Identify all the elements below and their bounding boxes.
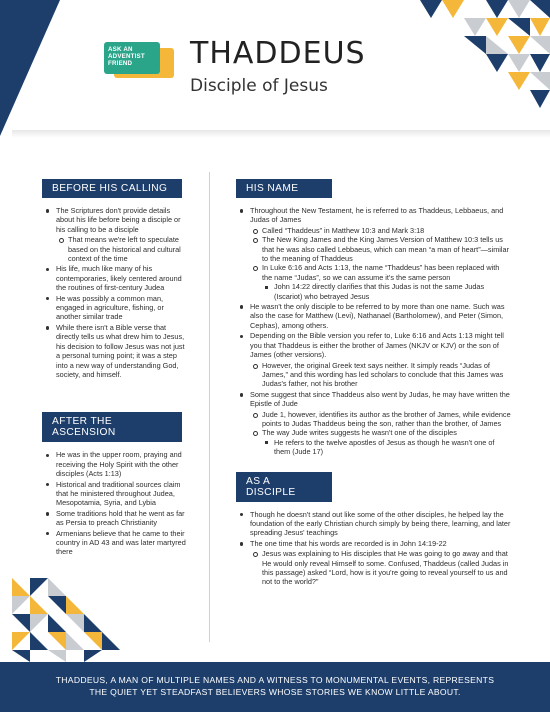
list-item: Historical and traditional sources claim that he ministered throughout Judea, Mesopotamia, Syria, and Lybia: [42, 480, 190, 508]
page-title: THADDEUS: [190, 36, 366, 71]
list-item: He was possibly a common man, engaged in agriculture, fishing, or another similar trade: [42, 294, 190, 322]
logo: [104, 42, 176, 80]
sub-list-item: [250, 428, 511, 456]
disciple-list: [236, 510, 511, 587]
sub-list-item: [250, 263, 511, 301]
left-column: [42, 178, 190, 558]
list-item: Though he doesn't stand out like some of the other disciples, he helped lay the foundation of the early Christian church simply by being there, learning, and later spreading Jesus' teachings: [236, 510, 511, 538]
header: [0, 0, 550, 136]
sub-list-item: However, the original Greek text says neither. It simply reads “Judas of James,” and this wording has led scholars to conclude that this James was Judas's father, not his brother: [250, 361, 511, 389]
list-item: Armenians believe that he came to their country in AD 43 and was later martyred there: [42, 529, 190, 557]
footer-banner: [0, 662, 550, 712]
list-item-text: The Scriptures don't provide details about his life before being a disciple or his calling to be a disciple: [56, 206, 181, 234]
list-item-text: The one time that his words are recorded is in John 14:19-22: [250, 538, 447, 548]
sub-sub-list-item: John 14:22 directly clarifies that this Judas is not the same Judas (Iscariot) who betrayed Jesus: [262, 282, 511, 301]
section-heading-disciple: AS A DISCIPLE: [236, 472, 332, 502]
list-item: [42, 206, 190, 263]
page-subtitle: Disciple of Jesus: [190, 76, 328, 96]
sub-list-item: Jude 1, however, identifies its author as the brother of James, while evidence points to Judas Thaddeus being the son, rather than the brother, of James: [250, 410, 511, 429]
right-column: [236, 178, 511, 588]
sub-list-item: Jesus was explaining to His disciples that He was going to go away and that He would only reveal Himself to some. Confused, Thaddeus (called Judas in this passage) asked “Lord, how is it you're going to reveal yourself to us and not to the world?”: [250, 549, 511, 587]
sub-list-item: The New King James and the King James Version of Matthew 10:3 tells us that he was also called Lebbaeus, which can mean “a man of heart”—similar to the meaning of Thaddeus: [250, 235, 511, 263]
list-item: [236, 331, 511, 388]
sub-sub-list-item: He refers to the twelve apostles of Jesus as though he wasn't one of them (Jude 17): [262, 438, 511, 457]
sub-list-item: That means we're left to speculate based on the historical and cultural context of the time: [56, 235, 190, 263]
list-item: While there isn't a Bible verse that directly tells us what drew him to Jesus, his decision to follow Jesus was not just a personal turning point; it was a step into a new way of understanding God, society, and himself.: [42, 323, 190, 379]
section-heading-after: AFTER THE ASCENSION: [42, 412, 182, 442]
list-item: Some traditions hold that he went as far as Persia to preach Christianity: [42, 509, 190, 528]
sub-list-item: Called “Thaddeus” in Matthew 10:3 and Mark 3:18: [250, 226, 511, 235]
footer-line-1: THADDEUS, A MAN OF MULTIPLE NAMES AND A WITNESS TO MONUMENTAL EVENTS, REPRESENTS: [55, 675, 495, 685]
list-item: [236, 539, 511, 587]
list-item: He wasn't the only disciple to be referred to by more than one name. Such was also the case for Matthew (Levi), Nathanael (Bartholomew), and Peter (Simon, Cephas), among others.: [236, 302, 511, 330]
decorative-triangles-bottom-left: [12, 578, 120, 662]
decorative-triangles-top-right: [420, 0, 550, 130]
section-heading-name: HIS NAME: [236, 179, 332, 198]
list-item-text: Some suggest that since Thaddeus also went by Judas, he may have written the Epistle of Jude: [250, 389, 510, 409]
section-heading-before: BEFORE HIS CALLING: [42, 179, 182, 198]
sub-list-item-text: In Luke 6:16 and Acts 1:13, the name “Thaddeus” has been replaced with the name “Judas”, so we can assume it's the same person: [262, 263, 500, 282]
list-item: He was in the upper room, praying and receiving the Holy Spirit with the other disciples (Acts 1:13): [42, 450, 190, 478]
before-list: [42, 206, 190, 379]
list-item-text: Throughout the New Testament, he is referred to as Thaddeus, Lebbaeus, and Judas of James: [250, 206, 504, 225]
list-item: His life, much like many of his contemporaries, likely centered around the routines of first-century Judea: [42, 264, 190, 292]
sub-list-item-text: The way Jude writes suggests he wasn't one of the disciples: [262, 428, 457, 438]
column-divider: [209, 172, 210, 642]
after-list: [42, 450, 190, 556]
header-navy-triangle: [0, 0, 60, 136]
logo-text: ASK AN ADVENTIST FRIEND: [108, 46, 145, 67]
footer-line-2: THE QUIET YET STEADFAST BELIEVERS WHOSE STORIES WE KNOW LITTLE ABOUT.: [89, 687, 461, 697]
list-item-text: Depending on the Bible version you refer to, Luke 6:16 and Acts 1:13 might tell you that Thaddeus is either the brother of James (NKJV or KJV) or the son of James (other versions).: [250, 331, 504, 360]
name-list: [236, 206, 511, 457]
list-item: [236, 390, 511, 457]
header-divider: [12, 130, 550, 138]
list-item: [236, 206, 511, 301]
